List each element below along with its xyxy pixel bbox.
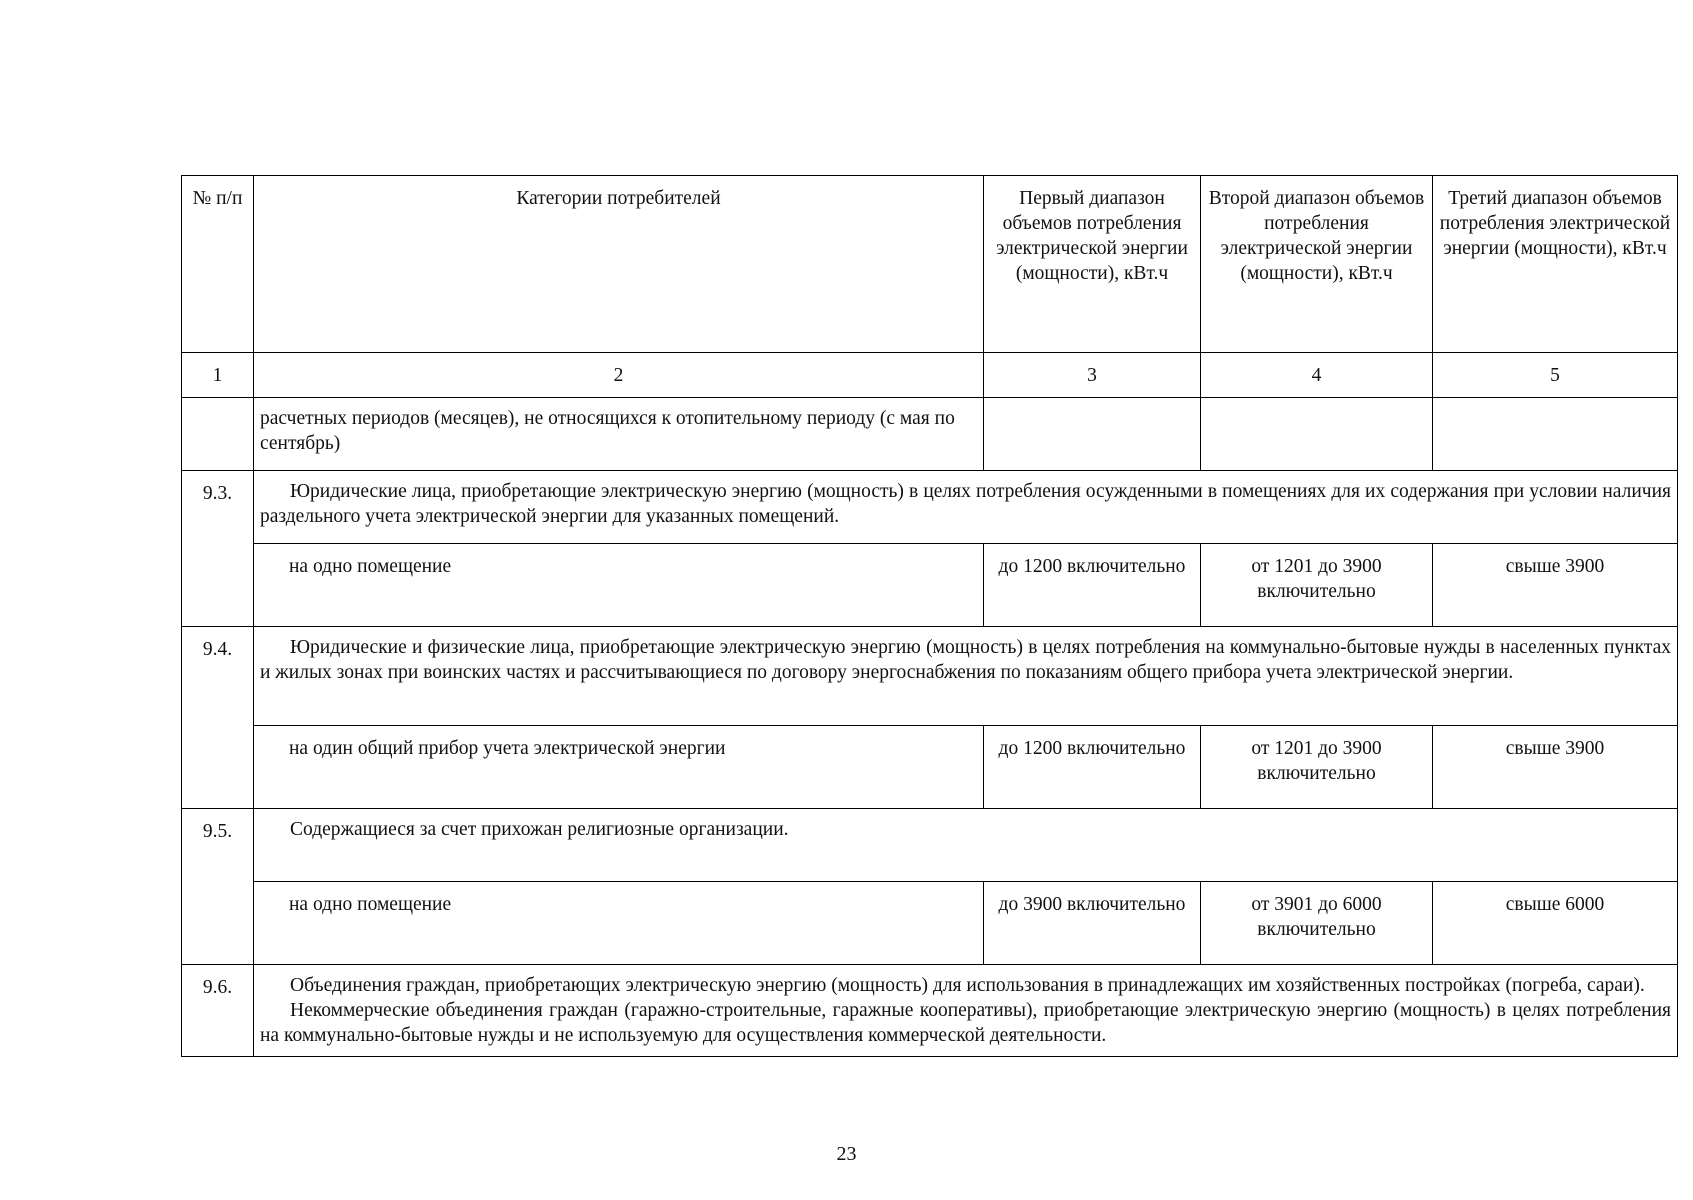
column-number-row <box>182 353 1678 398</box>
header-range1: Первый диапазон объемов потребления электрической энергии (мощности), кВт.ч <box>984 176 1201 353</box>
row-description-text: Некоммерческие объединения граждан (гаражно-строительные, гаражные кооперативы), приобретающие электрическую энергию (мощность) в целях потребления на коммунально-бытовые нужды и не используемую для осуществления коммерческой деятельности. <box>260 1000 1671 1046</box>
header-range3: Третий диапазон объемов потребления электрической энергии (мощности), кВт.ч <box>1433 176 1678 353</box>
row-description-text: Объединения граждан, приобретающих электрическую энергию (мощность) для использования в принадлежащих им хозяйственных постройках (погреба, сараи). <box>290 975 1645 996</box>
row-description <box>254 809 1678 882</box>
continuation-row <box>182 398 1678 471</box>
table-row <box>182 627 1678 726</box>
range2-value: от 1201 до 3900 включительно <box>1201 544 1433 627</box>
row-description-text: Содержащиеся за счет прихожан религиозные организации. <box>290 819 789 840</box>
column-number: 4 <box>1201 353 1433 398</box>
range-label: на один общий прибор учета электрической энергии <box>254 726 984 809</box>
row-number: 9.5. <box>182 809 254 965</box>
range2-value: от 3901 до 6000 включительно <box>1201 882 1433 965</box>
range1-value: до 3900 включительно <box>984 882 1201 965</box>
range1-value: до 1200 включительно <box>984 726 1201 809</box>
header-num: № п/п <box>182 176 254 353</box>
header-range2: Второй диапазон объемов потребления электрической энергии (мощности), кВт.ч <box>1201 176 1433 353</box>
header-row <box>182 176 1678 353</box>
range3-value: свыше 3900 <box>1433 726 1678 809</box>
range-label: на одно помещение <box>254 544 984 627</box>
range1-value: до 1200 включительно <box>984 544 1201 627</box>
row-number: 9.4. <box>182 627 254 809</box>
row-number: 9.3. <box>182 471 254 627</box>
column-number: 5 <box>1433 353 1678 398</box>
table-row <box>182 471 1678 544</box>
row-description-text: Юридические лица, приобретающие электрическую энергию (мощность) в целях потребления осужденными в помещениях для их содержания при условии наличия раздельного учета электрической энергии для указанных помещений. <box>260 481 1671 527</box>
range-row <box>182 544 1678 627</box>
tariff-ranges-table <box>181 175 1678 1057</box>
range2-value: от 1201 до 3900 включительно <box>1201 726 1433 809</box>
column-number: 1 <box>182 353 254 398</box>
row-number: 9.6. <box>182 965 254 1057</box>
table-row <box>182 965 1678 1057</box>
row-description <box>254 627 1678 726</box>
header-category: Категории потребителей <box>254 176 984 353</box>
range-row <box>182 882 1678 965</box>
table-row <box>182 809 1678 882</box>
range3-value: свыше 3900 <box>1433 544 1678 627</box>
page-number: 23 <box>836 1143 857 1165</box>
row-description-text: Юридические и физические лица, приобретающие электрическую энергию (мощность) в целях потребления на коммунально-бытовые нужды в населенных пунктах и жилых зонах при воинских частях и рассчитывающиеся по договору энергоснабжения по показаниям общего прибора учета электрической энергии. <box>260 637 1671 683</box>
row-description <box>254 965 1678 1057</box>
range-label: на одно помещение <box>254 882 984 965</box>
column-number: 2 <box>254 353 984 398</box>
column-number: 3 <box>984 353 1201 398</box>
continuation-text: расчетных периодов (месяцев), не относящихся к отопительному периоду (с мая по сентябрь) <box>254 398 984 471</box>
range-row <box>182 726 1678 809</box>
range3-value: свыше 6000 <box>1433 882 1678 965</box>
row-description <box>254 471 1678 544</box>
